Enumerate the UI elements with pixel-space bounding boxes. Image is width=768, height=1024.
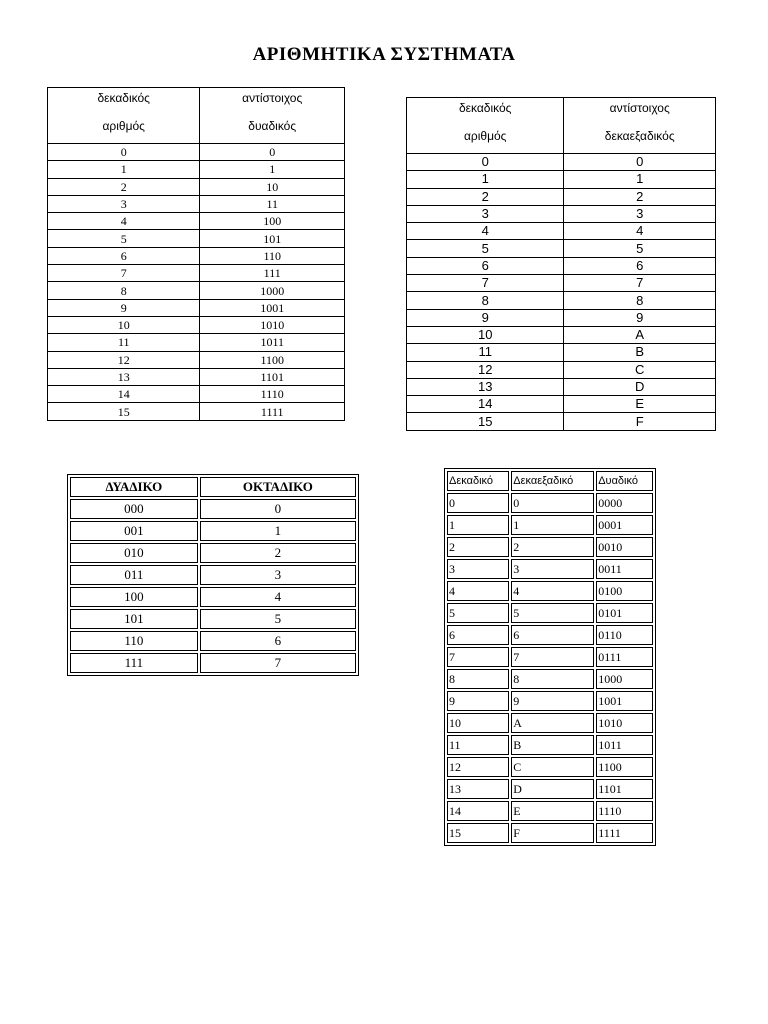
table-cell: 6 <box>447 625 509 645</box>
table-cell: D <box>511 779 594 799</box>
table-header-row <box>407 98 716 154</box>
column-header-hex: Δεκαεξαδικό <box>511 471 594 491</box>
header-line: αριθμός <box>463 129 507 143</box>
decimal-binary-table <box>47 87 345 421</box>
table-cell: 0 <box>200 499 356 519</box>
table-cell: 13 <box>447 779 509 799</box>
table-cell: 6 <box>564 257 716 274</box>
table-cell: 8 <box>407 292 564 309</box>
table-cell: 4 <box>48 213 200 230</box>
table-cell: 0111 <box>596 647 653 667</box>
table-cell: 101 <box>200 230 345 247</box>
table-cell: A <box>564 326 716 343</box>
table-cell: 9 <box>48 299 200 316</box>
table-row <box>48 265 345 282</box>
table-cell: 4 <box>200 587 356 607</box>
table-cell: 5 <box>48 230 200 247</box>
table-cell: 1 <box>511 515 594 535</box>
table-row <box>447 493 653 513</box>
table-cell: 0110 <box>596 625 653 645</box>
table-row <box>447 581 653 601</box>
table-row <box>48 334 345 351</box>
table-row <box>447 823 653 843</box>
table-header-row <box>70 477 356 497</box>
table-cell: 13 <box>48 368 200 385</box>
header-line: δυαδικός <box>248 119 297 133</box>
table-cell: 12 <box>407 361 564 378</box>
table-cell: 4 <box>511 581 594 601</box>
table-cell: 110 <box>70 631 198 651</box>
table-cell: 0 <box>48 144 200 161</box>
table-cell: 5 <box>564 240 716 257</box>
table-cell: 7 <box>48 265 200 282</box>
table-row <box>447 779 653 799</box>
table-cell: 1 <box>200 161 345 178</box>
table-cell: 10 <box>447 713 509 733</box>
table-cell: 6 <box>407 257 564 274</box>
column-header-octal: ΟΚΤΑΔΙΚΟ <box>200 477 356 497</box>
table-cell: A <box>511 713 594 733</box>
table-cell: 1 <box>200 521 356 541</box>
table-cell: 2 <box>48 178 200 195</box>
table-row <box>447 603 653 623</box>
table-cell: 1110 <box>200 386 345 403</box>
table-cell: 1010 <box>200 316 345 333</box>
table-cell: 1110 <box>596 801 653 821</box>
table-cell: 0001 <box>596 515 653 535</box>
table-cell: 3 <box>447 559 509 579</box>
table-cell: E <box>564 396 716 413</box>
table-row <box>447 537 653 557</box>
table-row <box>48 178 345 195</box>
decimal-hex-table <box>406 97 716 431</box>
header-line: αντίστοιχος <box>242 91 303 105</box>
table-cell: 6 <box>48 247 200 264</box>
table-cell: 12 <box>447 757 509 777</box>
table-cell: 5 <box>447 603 509 623</box>
table-cell: 5 <box>511 603 594 623</box>
table-row <box>407 309 716 326</box>
table-cell: 15 <box>447 823 509 843</box>
table-cell: 1111 <box>200 403 345 420</box>
table-row <box>447 515 653 535</box>
table-cell: B <box>511 735 594 755</box>
table-cell: 1011 <box>596 735 653 755</box>
table-row <box>48 316 345 333</box>
table-row <box>48 247 345 264</box>
table-cell: 9 <box>564 309 716 326</box>
table-cell: 14 <box>48 386 200 403</box>
table-cell: 3 <box>564 205 716 222</box>
table-cell: 111 <box>70 653 198 673</box>
table-cell: 1011 <box>200 334 345 351</box>
table-cell: 001 <box>70 521 198 541</box>
table-row <box>407 413 716 430</box>
column-header-decimal: Δεκαδικό <box>447 471 509 491</box>
table-cell: 1100 <box>596 757 653 777</box>
table-row <box>48 161 345 178</box>
table-cell: 9 <box>511 691 594 711</box>
table-cell: F <box>564 413 716 430</box>
header-line: αντίστοιχος <box>609 101 670 115</box>
table-row <box>407 361 716 378</box>
table-cell: 14 <box>447 801 509 821</box>
table-cell: 1 <box>564 171 716 188</box>
table-cell: 8 <box>447 669 509 689</box>
table-row <box>407 257 716 274</box>
table-cell: 1001 <box>200 299 345 316</box>
table-cell: 0100 <box>596 581 653 601</box>
table-cell: 1100 <box>200 351 345 368</box>
table-cell: 6 <box>511 625 594 645</box>
table-cell: 0 <box>564 154 716 171</box>
table-cell: 9 <box>447 691 509 711</box>
table-row <box>48 195 345 212</box>
column-header-binary: ΔΥΑΔΙΚΟ <box>70 477 198 497</box>
table-cell: 4 <box>407 223 564 240</box>
table-cell: 0 <box>511 493 594 513</box>
table-cell: E <box>511 801 594 821</box>
table-row <box>447 647 653 667</box>
table-header-row <box>48 88 345 144</box>
table-cell: 4 <box>564 223 716 240</box>
table-row <box>407 378 716 395</box>
table-cell: 7 <box>447 647 509 667</box>
table-row <box>48 351 345 368</box>
table-cell: 2 <box>200 543 356 563</box>
table-row <box>70 587 356 607</box>
table-row <box>70 631 356 651</box>
table-cell: 11 <box>48 334 200 351</box>
table-cell: 11 <box>447 735 509 755</box>
table-cell: 9 <box>407 309 564 326</box>
column-header-decimal <box>407 98 564 154</box>
table-cell: 100 <box>70 587 198 607</box>
table-cell: 1 <box>48 161 200 178</box>
column-header-binary: Δυαδικό <box>596 471 653 491</box>
table-row <box>447 735 653 755</box>
table-cell: 4 <box>447 581 509 601</box>
table-row <box>407 188 716 205</box>
table-row <box>48 144 345 161</box>
page-title: ΑΡΙΘΜΗΤΙΚΑ ΣΥΣΤΗΜΑΤΑ <box>252 44 516 65</box>
table-cell: 1 <box>407 171 564 188</box>
table-cell: 1 <box>447 515 509 535</box>
table-row <box>447 691 653 711</box>
table-cell: 1000 <box>596 669 653 689</box>
table-cell: 7 <box>407 275 564 292</box>
table-cell: C <box>511 757 594 777</box>
table-cell: 0 <box>200 144 345 161</box>
table-cell: 3 <box>200 565 356 585</box>
table-row <box>447 801 653 821</box>
header-line: δεκαεξαδικός <box>604 129 675 143</box>
table-cell: 2 <box>564 188 716 205</box>
table-cell: 2 <box>407 188 564 205</box>
table-row <box>447 757 653 777</box>
table-row <box>70 499 356 519</box>
header-line: αριθμός <box>102 119 145 133</box>
table-cell: 101 <box>70 609 198 629</box>
table-cell: 1101 <box>596 779 653 799</box>
table-cell: 14 <box>407 396 564 413</box>
table-cell: 2 <box>511 537 594 557</box>
table-row <box>407 344 716 361</box>
table-row <box>407 223 716 240</box>
table-row <box>48 213 345 230</box>
table-cell: 3 <box>407 205 564 222</box>
table-row <box>48 386 345 403</box>
table-cell: 6 <box>200 631 356 651</box>
table-cell: 1000 <box>200 282 345 299</box>
table-row <box>70 543 356 563</box>
header-line: δεκαδικός <box>97 91 150 105</box>
table-cell: 10 <box>200 178 345 195</box>
table-cell: 8 <box>48 282 200 299</box>
column-header-hex <box>564 98 716 154</box>
table-cell: C <box>564 361 716 378</box>
table-row <box>407 171 716 188</box>
table-row <box>407 326 716 343</box>
table-row <box>447 713 653 733</box>
table-cell: 0011 <box>596 559 653 579</box>
table-cell: 0101 <box>596 603 653 623</box>
table-header-row <box>447 471 653 491</box>
table-row <box>48 282 345 299</box>
table-cell: 12 <box>48 351 200 368</box>
table-cell: 11 <box>407 344 564 361</box>
table-cell: 7 <box>564 275 716 292</box>
table-cell: 000 <box>70 499 198 519</box>
table-cell: 10 <box>48 316 200 333</box>
table-row <box>447 559 653 579</box>
table-row <box>70 521 356 541</box>
binary-octal-table <box>67 474 359 676</box>
table-row <box>407 154 716 171</box>
table-cell: 10 <box>407 326 564 343</box>
table-cell: D <box>564 378 716 395</box>
table-row <box>48 403 345 420</box>
table-cell: 1010 <box>596 713 653 733</box>
table-row <box>48 230 345 247</box>
table-row <box>407 205 716 222</box>
table-cell: 0000 <box>596 493 653 513</box>
table-cell: 3 <box>511 559 594 579</box>
table-row <box>70 609 356 629</box>
table-cell: 5 <box>407 240 564 257</box>
table-row <box>407 240 716 257</box>
table-cell: 010 <box>70 543 198 563</box>
table-row <box>48 368 345 385</box>
table-cell: 1111 <box>596 823 653 843</box>
column-header-decimal <box>48 88 200 144</box>
table-cell: 1101 <box>200 368 345 385</box>
table-row <box>447 669 653 689</box>
table-row <box>48 299 345 316</box>
table-cell: 0 <box>407 154 564 171</box>
table-row <box>70 653 356 673</box>
table-cell: 7 <box>511 647 594 667</box>
decimal-hex-binary-table <box>444 468 656 846</box>
table-cell: 15 <box>407 413 564 430</box>
table-row <box>447 625 653 645</box>
table-cell: 8 <box>511 669 594 689</box>
table-cell: 2 <box>447 537 509 557</box>
table-row <box>407 396 716 413</box>
table-cell: 11 <box>200 195 345 212</box>
table-cell: 0 <box>447 493 509 513</box>
table-row <box>407 292 716 309</box>
table-cell: 13 <box>407 378 564 395</box>
table-cell: 0010 <box>596 537 653 557</box>
header-line: δεκαδικός <box>458 101 512 115</box>
table-cell: 011 <box>70 565 198 585</box>
table-cell: B <box>564 344 716 361</box>
table-cell: 110 <box>200 247 345 264</box>
table-cell: 111 <box>200 265 345 282</box>
column-header-binary <box>200 88 345 144</box>
table-cell: 5 <box>200 609 356 629</box>
table-cell: F <box>511 823 594 843</box>
table-cell: 3 <box>48 195 200 212</box>
table-cell: 8 <box>564 292 716 309</box>
table-cell: 7 <box>200 653 356 673</box>
table-cell: 15 <box>48 403 200 420</box>
table-row <box>70 565 356 585</box>
table-cell: 1001 <box>596 691 653 711</box>
table-row <box>407 275 716 292</box>
table-cell: 100 <box>200 213 345 230</box>
